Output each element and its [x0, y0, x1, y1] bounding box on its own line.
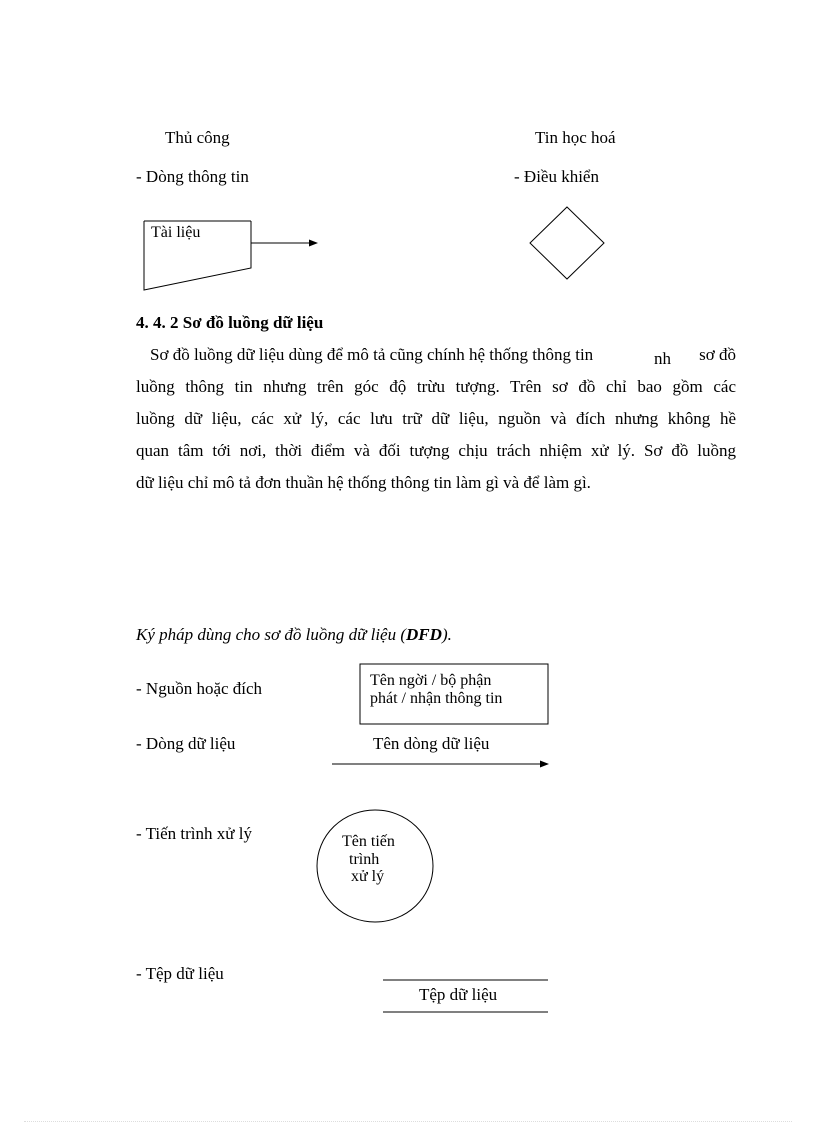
data-flow-label: - Dòng dữ liệu — [136, 734, 236, 753]
paragraph-line-3: luồng dữ liệu, các xử lý, các lưu trữ dữ liệu, nguồn và đích nhưng không hề — [136, 409, 736, 428]
document-label: Tài liệu — [151, 224, 201, 241]
source-box-line-1: Tên ngời / bộ phận — [370, 672, 492, 689]
document-arrow — [251, 240, 318, 247]
data-flow-name: Tên dòng dữ liệu — [373, 734, 490, 753]
process-text-line-2: trình — [349, 851, 380, 868]
data-flow-arrow — [332, 761, 549, 768]
information-flow-label: - Dòng thông tin — [136, 167, 249, 186]
data-file-name: Tệp dữ liệu — [419, 985, 498, 1004]
paragraph-line-5: dữ liệu chỉ mô tả đơn thuần hệ thống thông tin làm gì và để làm gì. — [136, 473, 591, 492]
process-text-line-1: Tên tiến — [342, 833, 395, 850]
notation-title: Ký pháp dùng cho sơ đồ luồng dữ liệu (DFD). — [136, 625, 452, 644]
source-destination-label: - Nguồn hoặc đích — [136, 679, 263, 698]
process-label: - Tiến trình xử lý — [136, 824, 252, 843]
data-file-label: - Tệp dữ liệu — [136, 964, 224, 983]
paragraph-line-4: quan tâm tới nơi, thời điểm và đối tượng chịu trách nhiệm xử lý. Sơ đồ luồng — [136, 441, 736, 460]
section-heading: 4. 4. 2 Sơ đồ luồng dữ liệu — [136, 313, 324, 332]
decision-diamond — [530, 207, 604, 279]
paragraph-line-1: Sơ đồ luồng dữ liệu dùng để mô tả cũng chính hệ thống thông tin nh sơ đồ — [150, 345, 736, 368]
paragraph-line-2: luồng thông tin nhưng trên góc độ trừu tượng. Trên sơ đồ chỉ bao gồm các — [136, 377, 736, 396]
control-label: - Điều khiển — [514, 167, 599, 186]
source-box-line-2: phát / nhận thông tin — [370, 690, 503, 707]
process-text-line-3: xử lý — [351, 868, 385, 885]
computerized-header: Tin học hoá — [535, 128, 616, 147]
dfd-description-paragraph — [136, 339, 736, 499]
page-bottom-rule — [24, 1121, 792, 1122]
manual-header: Thủ công — [165, 128, 230, 147]
